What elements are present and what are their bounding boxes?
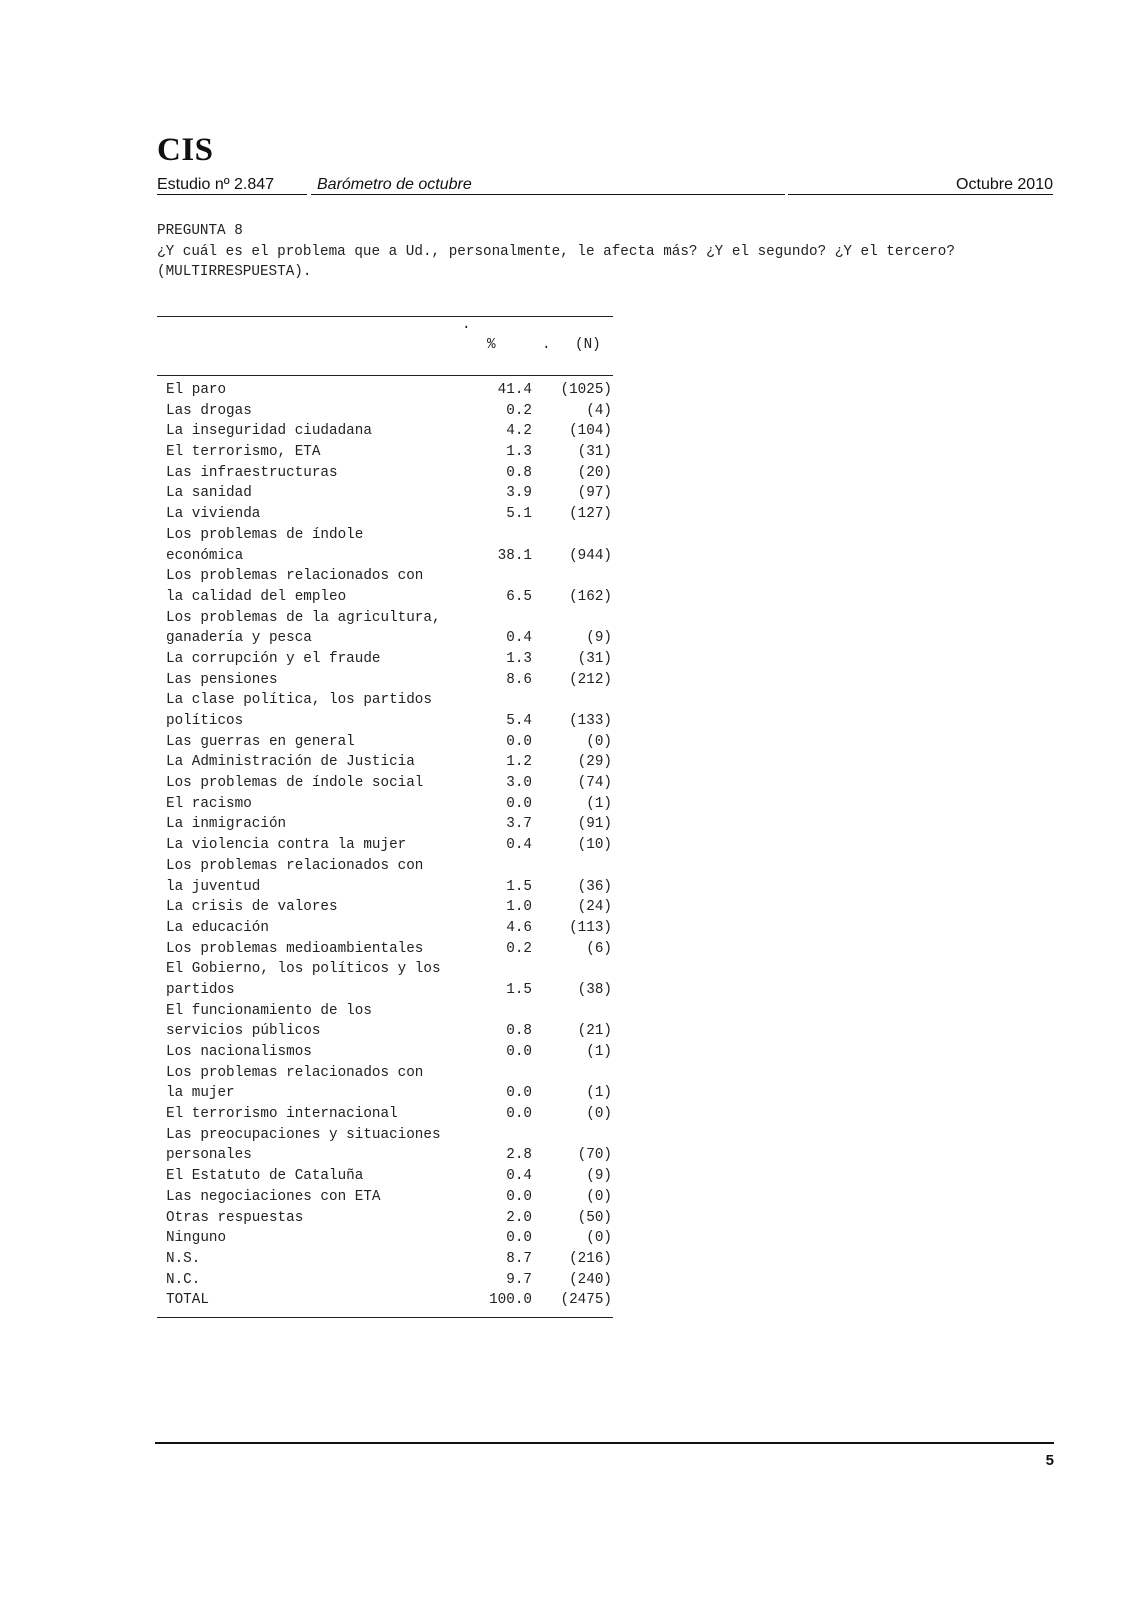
row-label: Otras respuestas [166, 1209, 304, 1226]
row-label: N.S. [166, 1250, 201, 1267]
row-percent: 2.0 [506, 1209, 532, 1226]
row-percent: 1.3 [506, 444, 532, 461]
page-number: 5 [1045, 1452, 1054, 1469]
row-count: (10) [577, 837, 612, 854]
row-count: (29) [577, 754, 612, 771]
row-count: (31) [577, 650, 612, 667]
document-title: Barómetro de octubre [317, 176, 472, 193]
document-header [157, 174, 1053, 196]
row-label: personales [166, 1147, 252, 1164]
table-row [157, 794, 613, 815]
row-label: Las guerras en general [166, 733, 355, 750]
row-count: (1025) [560, 382, 612, 398]
row-percent: 0.8 [506, 1023, 532, 1040]
row-percent: 4.2 [506, 423, 532, 440]
row-percent: 8.7 [506, 1250, 532, 1267]
row-count: (24) [577, 899, 612, 916]
table-row [157, 752, 613, 773]
row-percent: 1.5 [506, 981, 532, 998]
header-divider-gap [785, 192, 788, 197]
table-row [157, 566, 613, 587]
row-count: (240) [569, 1271, 612, 1288]
table-row [157, 483, 613, 504]
row-label: La vivienda [166, 506, 261, 523]
row-percent: 100.0 [489, 1292, 532, 1309]
row-label: Los problemas de índole social [166, 775, 424, 792]
row-count: (944) [569, 547, 612, 564]
results-table [157, 316, 613, 1318]
row-label: Los problemas relacionados con [166, 857, 424, 874]
row-percent: 0.0 [506, 733, 532, 750]
row-label: La educación [166, 919, 269, 936]
table-header [157, 317, 613, 375]
header-divider [157, 194, 1053, 195]
header-dot: . [542, 337, 551, 353]
table-row [157, 525, 613, 546]
table-row [157, 877, 613, 898]
row-count: (216) [569, 1250, 612, 1267]
table-row [157, 1063, 613, 1084]
row-percent: 38.1 [497, 547, 532, 564]
row-count: (21) [577, 1023, 612, 1040]
row-count: (74) [577, 775, 612, 792]
row-percent: 0.0 [506, 1106, 532, 1123]
row-count: (9) [586, 1168, 612, 1185]
row-label: Ninguno [166, 1230, 227, 1247]
question-text: ¿Y cuál es el problema que a Ud., personalmente, le afecta más? ¿Y el segundo? ¿Y el tercero? [157, 243, 955, 260]
table-row [157, 649, 613, 670]
row-count: (2475) [560, 1292, 612, 1309]
table-row [157, 442, 613, 463]
row-percent: 5.4 [506, 713, 532, 729]
header-divider-gap [307, 192, 311, 197]
row-percent: 3.0 [506, 775, 532, 792]
table-row [157, 670, 613, 691]
question-number: PREGUNTA 8 [157, 223, 243, 239]
row-label: Las infraestructuras [166, 464, 338, 481]
row-label: La Administración de Justicia [166, 754, 415, 771]
table-row [157, 1187, 613, 1208]
table-row [157, 1104, 613, 1125]
row-label: Las pensiones [166, 671, 278, 688]
row-percent: 1.5 [506, 878, 532, 895]
row-label: La clase política, los partidos [166, 692, 432, 709]
row-label: Los problemas relacionados con [166, 1064, 424, 1081]
row-percent: 1.3 [506, 650, 532, 667]
row-count: (113) [569, 919, 612, 936]
row-percent: 0.0 [506, 1044, 532, 1060]
row-label: La inmigración [166, 816, 287, 833]
count-column-header: (N) [575, 337, 601, 353]
row-count: (1) [586, 1044, 612, 1060]
row-label: partidos [166, 981, 235, 998]
row-percent: 0.2 [506, 402, 532, 419]
row-percent: 0.0 [506, 1188, 532, 1205]
row-label: Las preocupaciones y situaciones [166, 1126, 441, 1143]
row-count: (91) [577, 816, 612, 833]
row-label: El racismo [166, 795, 252, 812]
table-body [157, 376, 613, 1311]
row-percent: 4.6 [506, 919, 532, 936]
row-count: (6) [586, 940, 612, 957]
document-date: Octubre 2010 [956, 176, 1053, 193]
row-percent: 8.6 [506, 671, 532, 688]
row-percent: 2.8 [506, 1147, 532, 1164]
row-count: (31) [577, 444, 612, 461]
row-percent: 0.0 [506, 1085, 532, 1102]
row-label: El terrorismo, ETA [166, 444, 321, 461]
row-percent: 9.7 [506, 1271, 532, 1288]
row-label: servicios públicos [166, 1023, 321, 1040]
row-percent: 0.4 [506, 1168, 532, 1185]
table-row [157, 1270, 613, 1291]
table-row [157, 773, 613, 794]
row-count: (1) [586, 1085, 612, 1102]
table-row [157, 1166, 613, 1187]
question-note: (MULTIRRESPUESTA). [157, 264, 312, 280]
row-label: económica [166, 547, 244, 564]
row-count: (212) [569, 671, 612, 688]
table-row [157, 628, 613, 649]
row-label: la juventud [166, 878, 261, 895]
row-count: (0) [586, 1106, 612, 1123]
table-row [157, 421, 613, 442]
row-count: (70) [577, 1147, 612, 1164]
table-bottom-rule [157, 1317, 613, 1318]
row-percent: 3.7 [506, 816, 532, 833]
table-row [157, 835, 613, 856]
row-count: (36) [577, 878, 612, 895]
row-label: La violencia contra la mujer [166, 837, 407, 854]
table-row [157, 608, 613, 629]
question-block [157, 221, 955, 283]
row-percent: 1.0 [506, 899, 532, 916]
row-label: El Estatuto de Cataluña [166, 1168, 364, 1185]
row-percent: 3.9 [506, 485, 532, 502]
row-count: (20) [577, 464, 612, 481]
row-label: la calidad del empleo [166, 588, 347, 605]
row-percent: 41.4 [497, 382, 532, 398]
row-percent: 1.2 [506, 754, 532, 771]
table-row [157, 401, 613, 422]
row-label: Los problemas medioambientales [166, 940, 424, 957]
study-number: Estudio nº 2.847 [157, 176, 275, 193]
row-count: (133) [569, 713, 612, 729]
table-row [157, 711, 613, 732]
row-count: (9) [586, 630, 612, 647]
row-label: Las negociaciones con ETA [166, 1188, 381, 1205]
table-row [157, 980, 613, 1001]
header-dot: . [462, 317, 471, 333]
row-label: El terrorismo internacional [166, 1106, 398, 1123]
row-count: (4) [586, 402, 612, 419]
row-label: TOTAL [166, 1292, 209, 1309]
table-row [157, 856, 613, 877]
row-count: (1) [586, 795, 612, 812]
row-percent: 0.4 [506, 630, 532, 647]
row-percent: 0.0 [506, 1230, 532, 1247]
table-row [157, 918, 613, 939]
table-row [157, 587, 613, 608]
table-row [157, 959, 613, 980]
row-count: (97) [577, 485, 612, 502]
row-percent: 0.0 [506, 795, 532, 812]
row-label: N.C. [166, 1271, 201, 1288]
table-row [157, 1042, 613, 1063]
row-label: El Gobierno, los políticos y los [166, 961, 441, 978]
row-label: La inseguridad ciudadana [166, 423, 372, 440]
row-label: la mujer [166, 1085, 235, 1102]
table-row [157, 1145, 613, 1166]
row-label: Los problemas relacionados con [166, 568, 424, 585]
row-count: (0) [586, 733, 612, 750]
row-percent: 0.2 [506, 940, 532, 957]
table-row [157, 1021, 613, 1042]
table-row [157, 1290, 613, 1311]
row-count: (50) [577, 1209, 612, 1226]
row-count: (0) [586, 1230, 612, 1247]
row-label: La crisis de valores [166, 899, 338, 916]
row-percent: 6.5 [506, 588, 532, 605]
row-percent: 5.1 [506, 506, 532, 523]
cis-logo: CIS [157, 132, 214, 168]
row-count: (0) [586, 1188, 612, 1205]
row-label: Los problemas de índole [166, 526, 364, 543]
percent-column-header: % [487, 337, 496, 353]
row-count: (38) [577, 981, 612, 998]
row-label: ganadería y pesca [166, 630, 312, 647]
row-count: (104) [569, 423, 612, 440]
table-row [157, 690, 613, 711]
table-row [157, 732, 613, 753]
row-label: La corrupción y el fraude [166, 650, 381, 667]
row-label: La sanidad [166, 485, 252, 502]
row-label: Los problemas de la agricultura, [166, 609, 441, 626]
row-label: El paro [166, 382, 227, 398]
row-percent: 0.4 [506, 837, 532, 854]
table-row [157, 1208, 613, 1229]
table-row [157, 897, 613, 918]
table-row [157, 1083, 613, 1104]
row-label: Las drogas [166, 402, 252, 419]
row-count: (162) [569, 588, 612, 605]
row-label: políticos [166, 713, 244, 729]
row-label: El funcionamiento de los [166, 1002, 372, 1019]
table-row [157, 380, 613, 401]
table-row [157, 1001, 613, 1022]
row-label: Los nacionalismos [166, 1044, 312, 1060]
table-row [157, 504, 613, 525]
footer-divider [155, 1442, 1054, 1444]
table-row [157, 546, 613, 567]
row-percent: 0.8 [506, 464, 532, 481]
table-row [157, 1228, 613, 1249]
table-row [157, 463, 613, 484]
row-count: (127) [569, 506, 612, 523]
table-row [157, 1125, 613, 1146]
table-row [157, 814, 613, 835]
table-row [157, 939, 613, 960]
table-row [157, 1249, 613, 1270]
